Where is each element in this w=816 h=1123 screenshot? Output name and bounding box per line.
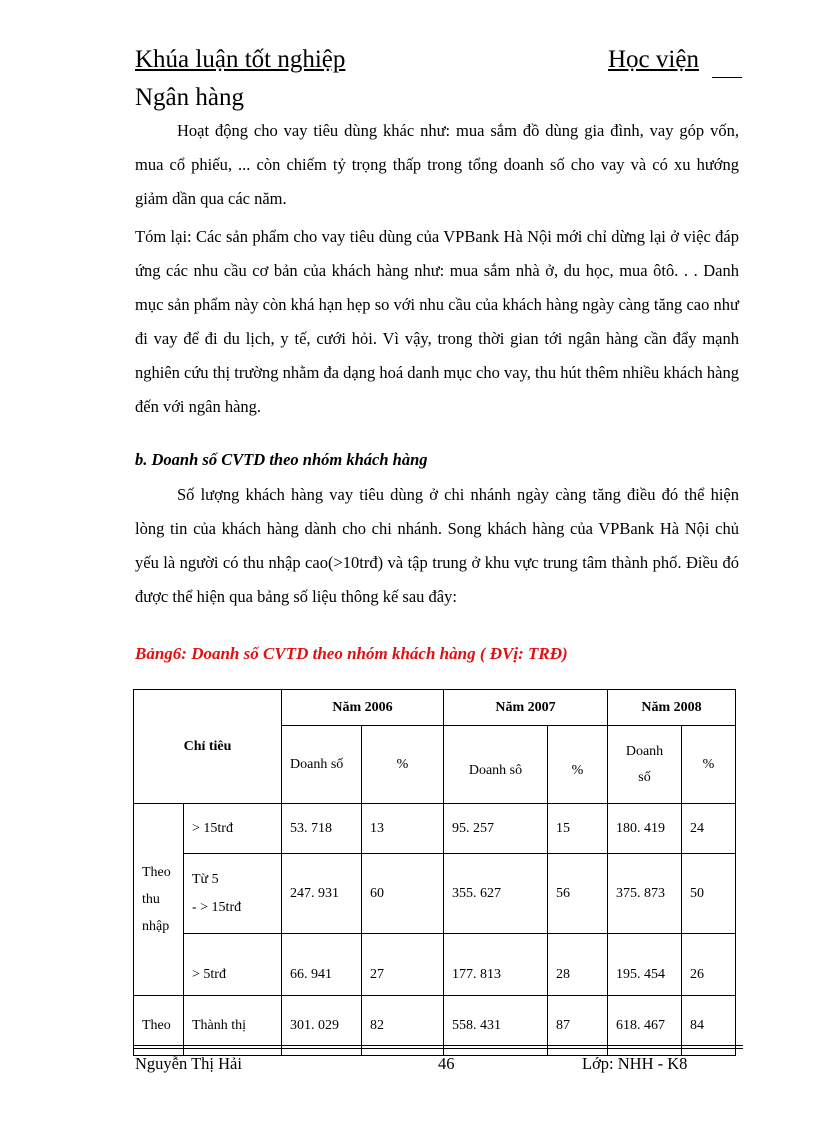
header-year-2008: Năm 2008: [608, 690, 736, 726]
row-label-line2: - > 15trđ: [192, 899, 242, 915]
footer-divider: [133, 1045, 743, 1046]
cell-pct-2006: 27: [362, 934, 444, 996]
cell-value-2008: 180. 419: [608, 804, 682, 854]
table-caption: Bảng6: Doanh số CVTD theo nhóm khách hàng ( ĐVị: TRĐ): [135, 644, 568, 663]
table-container: [133, 689, 743, 1033]
row-label: [184, 854, 282, 934]
section-subheading: b. Doanh số CVTD theo nhóm khách hàng: [135, 450, 428, 469]
table-row: [134, 854, 736, 934]
group-income-line3: nhập: [142, 919, 170, 934]
footer-author: Nguyễn Thị Hải: [135, 1054, 242, 1073]
cell-pct-2006: 60: [362, 854, 444, 934]
cell-pct-2008: 26: [682, 934, 736, 996]
cell-pct-2008: 50: [682, 854, 736, 934]
cell-value-2007: 355. 627: [444, 854, 548, 934]
footer-page-number: 46: [438, 1054, 455, 1073]
row-label: > 15trđ: [184, 804, 282, 854]
cell-value-2008: 195. 454: [608, 934, 682, 996]
table-row: [134, 934, 736, 996]
header-year-2006: Năm 2006: [282, 690, 444, 726]
header-pct-2008: %: [682, 726, 736, 804]
header-indicator: Chỉ tiêu: [134, 690, 282, 804]
header-title-right: Học viện: [608, 46, 699, 73]
cell-pct-2006: 82: [362, 996, 444, 1056]
cell-value-2007: 177. 813: [444, 934, 548, 996]
group-income-line2: thu: [142, 892, 160, 907]
cell-value-2006: 66. 941: [282, 934, 362, 996]
cell-pct-2007: 28: [548, 934, 608, 996]
header-pct-2007: %: [548, 726, 608, 804]
row-label-line1: Từ 5: [192, 871, 219, 887]
header-sales-2006: Doanh số: [282, 726, 362, 804]
header-title-left: Khúa luận tốt nghiệp: [135, 46, 346, 73]
header-year-2007: Năm 2007: [444, 690, 608, 726]
sales-by-customer-table: [133, 689, 736, 1056]
cell-pct-2007: 56: [548, 854, 608, 934]
cell-value-2007: 558. 431: [444, 996, 548, 1056]
cell-value-2007: 95. 257: [444, 804, 548, 854]
cell-pct-2008: 24: [682, 804, 736, 854]
header-underline: [712, 77, 742, 78]
table-header-row-years: [134, 690, 736, 726]
group-income: [134, 804, 184, 996]
group-income-line1: Theo: [142, 865, 171, 880]
cell-value-2008: 618. 467: [608, 996, 682, 1056]
footer-class: Lớp: NHH - K8: [582, 1054, 688, 1073]
cell-value-2006: 247. 931: [282, 854, 362, 934]
header-sales-2008-line1: Doanh: [625, 743, 664, 759]
paragraph-summary: Tóm lại: Các sản phẩm cho vay tiêu dùng của VPBank Hà Nội mới chỉ dừng lại ở việc đáp ứng các nhu cầu cơ bản của khách hàng như: mua sắm nhà ở, du học, mua ôtô. . . Danh mục sản phẩm này còn khá hạn hẹp so với nhu cầu của khách hàng ngày càng tăng cao như đi vay để đi du lịch, y tế, cưới hỏi. Vì vậy, trong thời gian tới ngân hàng cần đẩy mạnh nghiên cứu thị trường nhằm đa dạng hoá danh mục cho vay, thu hút thêm nhiều khách hàng đến với ngân hàng.: [135, 227, 739, 416]
table-row-partial: [134, 996, 736, 1056]
cell-value-2006: 301. 029: [282, 996, 362, 1056]
group-location: Theo: [134, 996, 184, 1056]
cell-pct-2008: 84: [682, 996, 736, 1056]
cell-value-2006: 53. 718: [282, 804, 362, 854]
row-label: Thành thị: [184, 996, 282, 1056]
footer-divider-double: [133, 1048, 743, 1049]
cell-value-2008: 375. 873: [608, 854, 682, 934]
header-sales-2008-line2: số: [638, 769, 651, 785]
header-title-line2: Ngân hàng: [135, 84, 244, 111]
paragraph-other-loans: Hoạt động cho vay tiêu dùng khác như: mua sắm đồ dùng gia đình, vay góp vốn, mua cổ phiếu, ... còn chiếm tỷ trọng thấp trong tổng doanh số cho vay và có xu hướng giảm dần qua các năm.: [135, 121, 739, 208]
header-pct-2006: %: [362, 726, 444, 804]
header-sales-2008: [608, 726, 682, 804]
paragraph-customers: Số lượng khách hàng vay tiêu dùng ở chi nhánh ngày càng tăng điều đó thể hiện lòng tin của khách hàng dành cho chi nhánh. Song khách hàng của VPBank Hà Nội chủ yếu là người có thu nhập cao(>10trđ) và tập trung ở khu vực trung tâm thành phố. Điều đó được thể hiện qua bảng số liệu thông kế sau đây:: [135, 485, 739, 606]
cell-pct-2007: 15: [548, 804, 608, 854]
row-label: > 5trđ: [184, 934, 282, 996]
cell-pct-2006: 13: [362, 804, 444, 854]
cell-pct-2007: 87: [548, 996, 608, 1056]
table-row: [134, 804, 736, 854]
header-sales-2007: Doanh sô: [444, 726, 548, 804]
